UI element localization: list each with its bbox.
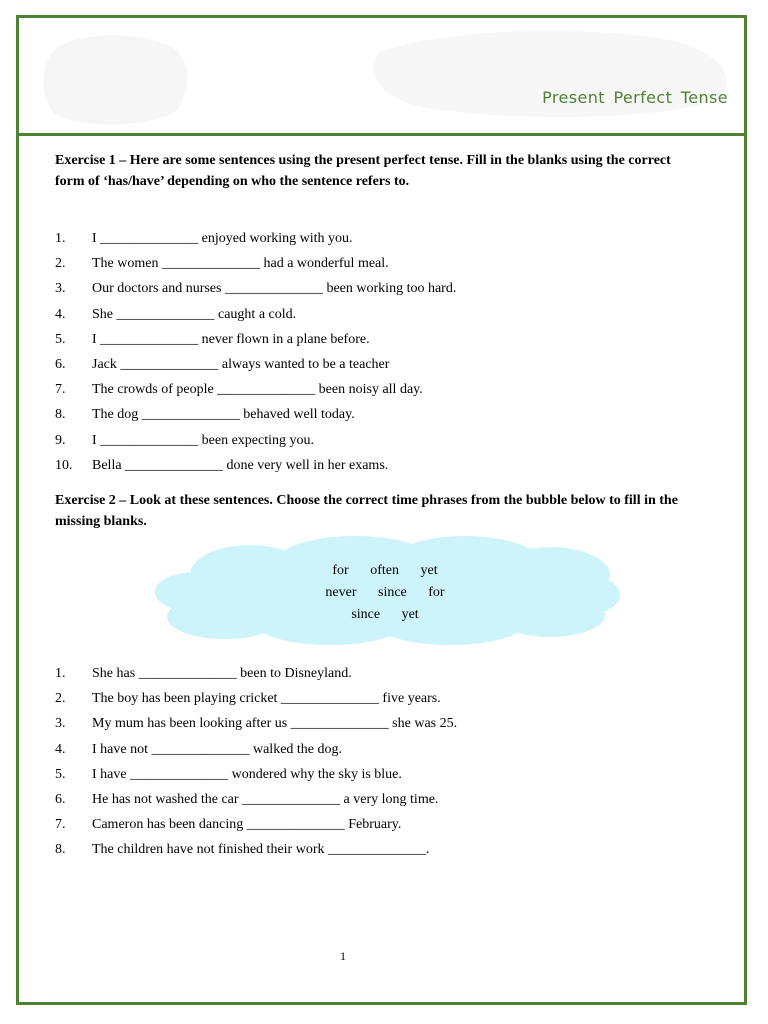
bubble-word: for	[332, 563, 349, 578]
bubble-word: for	[428, 585, 445, 600]
item-sentence: I have not ______________ walked the dog.	[92, 741, 343, 757]
exercise-1-list	[55, 226, 695, 478]
item-sentence: Bella ______________ done very well in her exams.	[92, 457, 389, 473]
item-sentence: The crowds of people ______________ been noisy all day.	[92, 382, 423, 398]
item-number: 10.	[55, 457, 73, 473]
item-number: 6.	[55, 791, 66, 807]
page-number: 1	[340, 949, 346, 963]
item-number: 3.	[55, 716, 66, 732]
bubble-row-3	[165, 607, 605, 623]
list-item	[55, 327, 695, 352]
item-sentence: She has ______________ been to Disneyland.	[92, 666, 352, 681]
list-item	[55, 377, 695, 402]
page-title: Present Perfect Tense	[542, 88, 728, 107]
item-sentence: He has not washed the car ______________ a very long time.	[92, 791, 439, 807]
item-number: 8.	[55, 842, 66, 858]
list-item	[55, 302, 695, 327]
item-number: 7.	[55, 817, 66, 833]
exercise-1-instructions: Exercise 1 – Here are some sentences using the present perfect tense. Fill in the blanks using the correct form of ‘has/have’ depending on who the sentence refers to.	[55, 153, 671, 189]
list-item	[55, 428, 695, 453]
bubble-row-2	[165, 585, 605, 601]
item-number: 6.	[55, 356, 66, 372]
item-sentence: I ______________ enjoyed working with you.	[92, 231, 353, 246]
list-item	[55, 837, 695, 862]
page-header	[19, 18, 744, 136]
bubble-word: since	[378, 585, 407, 600]
bubble-word: often	[370, 563, 399, 578]
item-sentence: The boy has been playing cricket ______________ five years.	[92, 691, 441, 707]
exercise-2-instructions: Exercise 2 – Look at these sentences. Choose the correct time phrases from the bubble below to fill in the missing blanks.	[55, 493, 678, 529]
item-sentence: Our doctors and nurses ______________ been working too hard.	[92, 281, 457, 297]
item-sentence: The dog ______________ behaved well today.	[92, 407, 355, 423]
list-item	[55, 402, 695, 427]
item-number: 7.	[55, 382, 66, 398]
item-number: 1.	[55, 231, 66, 246]
list-item	[55, 787, 695, 812]
list-item	[55, 661, 695, 686]
bubble-row-1	[165, 563, 605, 579]
item-sentence: I have ______________ wondered why the sky is blue.	[92, 766, 402, 782]
list-item	[55, 737, 695, 762]
item-number: 3.	[55, 281, 66, 297]
item-number: 5.	[55, 766, 66, 782]
word-bubble	[155, 535, 620, 647]
list-item	[55, 276, 695, 301]
list-item	[55, 686, 695, 711]
list-item	[55, 251, 695, 276]
header-watermark	[19, 18, 744, 133]
list-item	[55, 352, 695, 377]
item-sentence: I ______________ been expecting you.	[92, 432, 315, 448]
item-sentence: Cameron has been dancing ______________ February.	[92, 817, 402, 833]
item-number: 4.	[55, 306, 66, 322]
item-number: 1.	[55, 666, 66, 681]
item-number: 9.	[55, 432, 66, 448]
list-item	[55, 453, 695, 478]
item-number: 4.	[55, 741, 66, 757]
list-item	[55, 711, 695, 736]
bubble-word: yet	[401, 607, 419, 622]
bubble-word: yet	[420, 563, 438, 578]
item-number: 8.	[55, 407, 66, 423]
item-sentence: The women ______________ had a wonderful meal.	[92, 256, 389, 272]
list-item	[55, 226, 695, 251]
item-sentence: I ______________ never flown in a plane before.	[92, 331, 370, 347]
item-sentence: My mum has been looking after us ______________ she was 25.	[92, 716, 458, 732]
bubble-word: never	[325, 585, 357, 600]
list-item	[55, 762, 695, 787]
exercise-2-list	[55, 661, 695, 863]
list-item	[55, 812, 695, 837]
item-sentence: Jack ______________ always wanted to be a teacher	[92, 356, 390, 372]
bubble-word: since	[351, 607, 381, 622]
item-sentence: She ______________ caught a cold.	[92, 306, 297, 322]
item-number: 5.	[55, 331, 66, 347]
item-number: 2.	[55, 691, 66, 707]
item-sentence: The children have not finished their work ______________.	[92, 842, 430, 858]
item-number: 2.	[55, 256, 66, 272]
